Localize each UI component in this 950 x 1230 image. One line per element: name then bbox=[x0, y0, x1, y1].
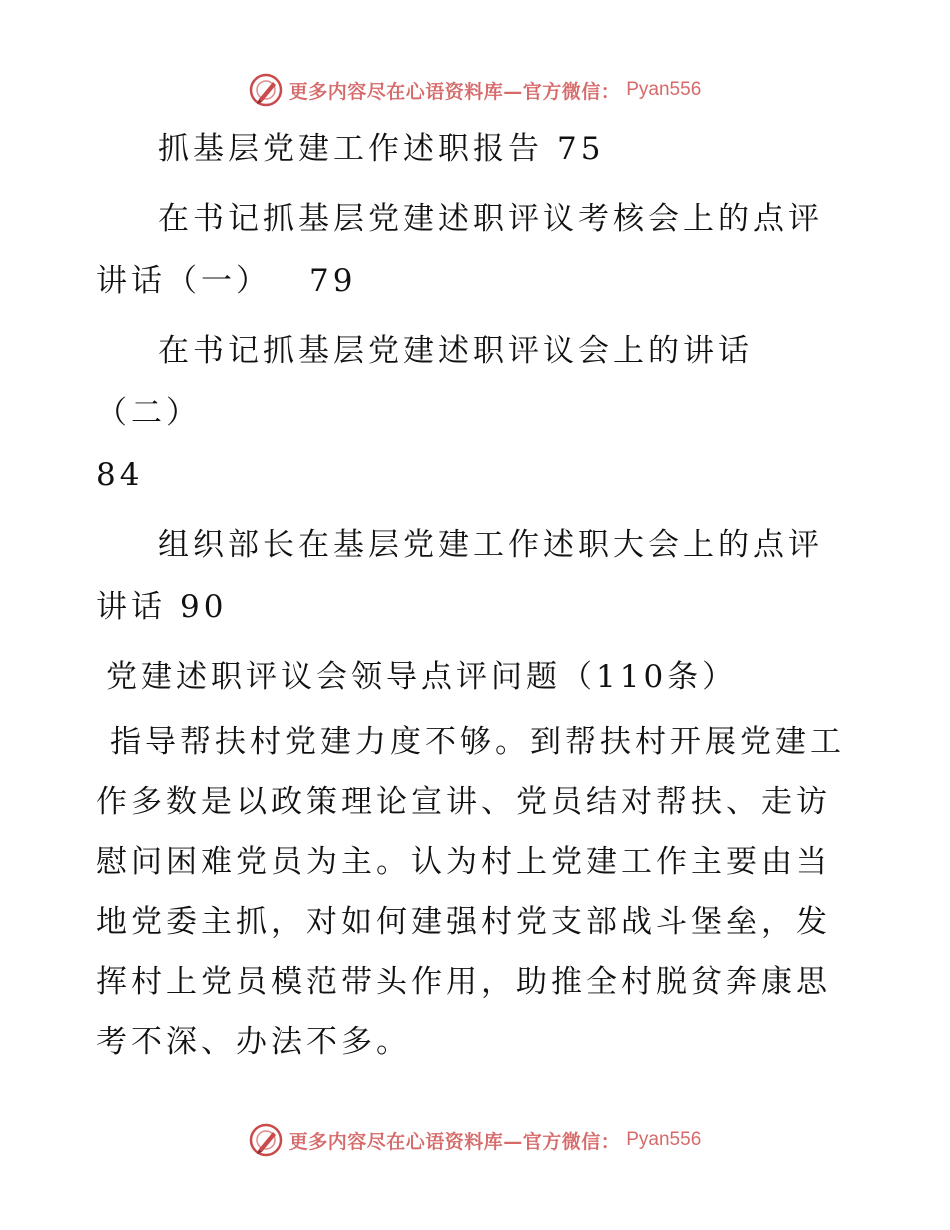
toc-entry-page: 75 bbox=[557, 131, 605, 167]
watermark-site-text: 更多内容尽在心语资料库—官方微信： bbox=[288, 80, 621, 103]
watermark-site-text: 更多内容尽在心语资料库—官方微信： bbox=[288, 1130, 621, 1153]
body-paragraph: 指导帮扶村党建力度不够。到帮扶村开展党建工作多数是以政策理论宣讲、党员结对帮扶、走访慰问困难党员为主。认为村上党建工作主要由当地党委主抓，对如何建强村党支部战斗堡垒，发挥村上党员模范带头作用，助推全村脱贫奔康思考不深、办法不多。 bbox=[96, 724, 845, 1060]
header-watermark bbox=[0, 70, 950, 110]
toc-entry-page: 84 bbox=[96, 457, 144, 493]
toc-entry-title: 抓基层党建工作述职报告 bbox=[158, 131, 543, 167]
toc-entry-page: 79 bbox=[309, 263, 357, 299]
watermark-wechat-id: Pyan556 bbox=[626, 1129, 702, 1150]
footer-watermark bbox=[0, 1120, 950, 1160]
toc-entry-title: 在书记抓基层党建述职评议会上的讲话（二） bbox=[96, 333, 753, 431]
toc-entry bbox=[96, 514, 856, 638]
toc-entry-title: 在书记抓基层党建述职评议考核会上的点评讲话（一） bbox=[96, 201, 823, 299]
toc-entry bbox=[96, 320, 856, 506]
document-body bbox=[96, 118, 856, 1072]
toc-entry-page: 90 bbox=[180, 589, 228, 625]
toc-entry bbox=[96, 118, 856, 180]
toc-entry-title: 组织部长在基层党建工作述职大会上的点评讲话 bbox=[96, 527, 823, 625]
toc-entry bbox=[96, 188, 856, 312]
pen-logo-icon bbox=[249, 73, 283, 107]
watermark-wechat-id: Pyan556 bbox=[626, 79, 702, 100]
pen-logo-icon bbox=[249, 1123, 283, 1157]
section-heading: 党建述职评议会领导点评问题（110条） bbox=[106, 659, 738, 695]
